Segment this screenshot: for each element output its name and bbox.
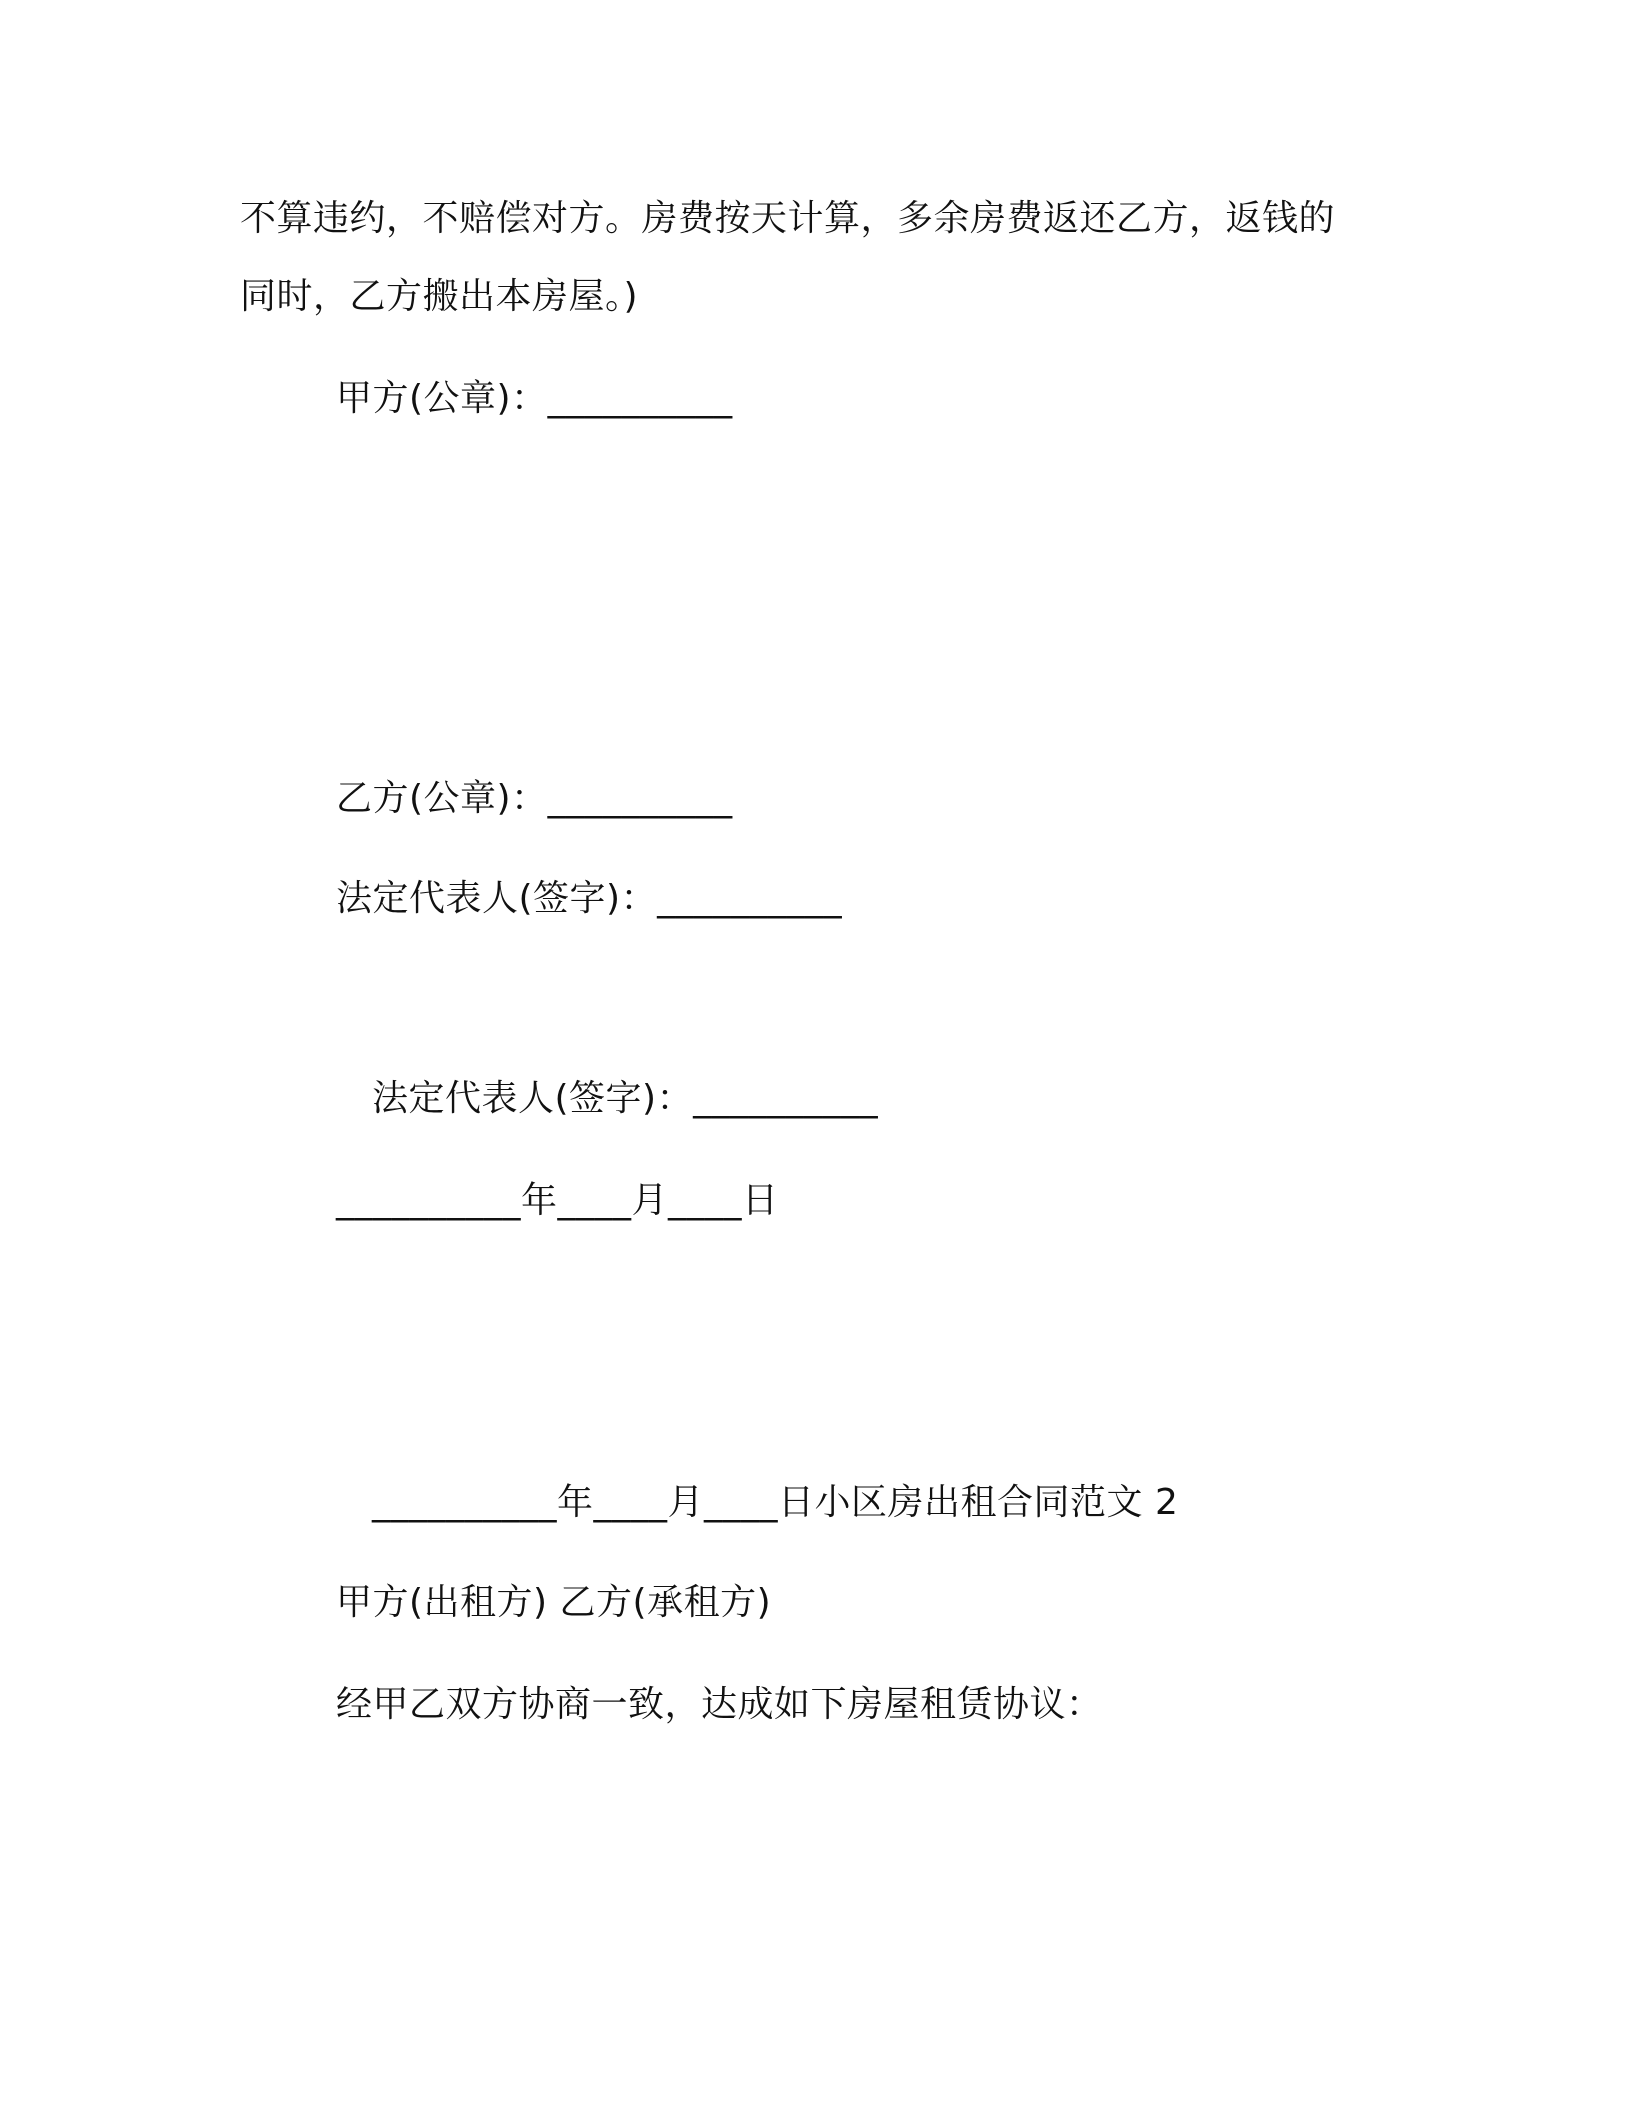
legal-representative-line-2: 法定代表人(签字)：__________ [372, 1078, 879, 1119]
agreement-intro-line: 经甲乙双方协商一致，达成如下房屋租赁协议： [336, 1684, 1103, 1725]
paragraph-line-2: 同时，乙方搬出本房屋。) [240, 276, 639, 317]
party-b-seal-line: 乙方(公章)：__________ [336, 778, 733, 819]
party-a-seal-line: 甲方(公章)：__________ [336, 378, 733, 419]
date-line: __________年____月____日 [336, 1180, 779, 1221]
parties-line: 甲方(出租方) 乙方(承租方) [336, 1582, 772, 1623]
legal-representative-line-1: 法定代表人(签字)：__________ [336, 878, 843, 919]
paragraph-line-1: 不算违约，不赔偿对方。房费按天计算，多余房费返还乙方，返钱的 [240, 198, 1336, 239]
contract-title-line: __________年____月____日小区房出租合同范文 2 [372, 1482, 1179, 1523]
